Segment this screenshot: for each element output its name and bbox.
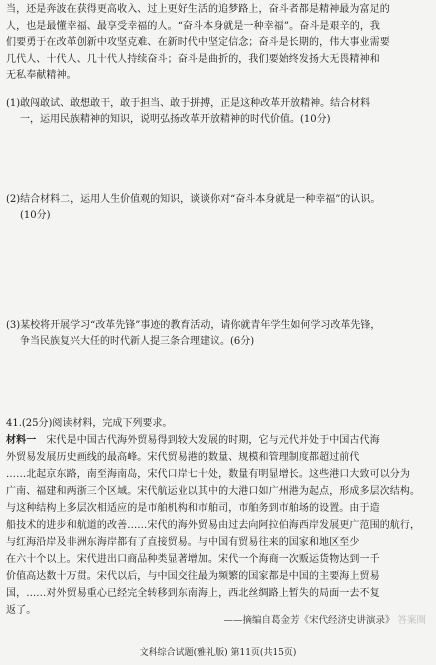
source-text: ——摘编自葛金芳《宋代经济史讲演录》 [223, 615, 395, 626]
material-label: 材料一 [6, 435, 37, 446]
material-one [6, 432, 428, 619]
question-line: 41.(25分)阅读材料，完成下列要求。 [6, 418, 173, 429]
text-line: 人，也是最懂幸福、最享受幸福的人。“奋斗本身就是一种幸福”。奋斗是艰辛的，我 [6, 20, 381, 32]
text-line: 外贸易发展历史画线的最高峰。宋代贸易港的数量、规模和管理制度都超过前代 [6, 452, 360, 463]
question-line: 一，运用民族精神的知识，说明弘扬改革开放精神的时代价值。(10分) [20, 114, 331, 125]
source-citation [223, 612, 426, 626]
question-line: (1)敢闯敢试、敢想敢干，敢于担当、敢于拼搏，正是这种改革开放精神。结合材料 [6, 98, 371, 109]
material-two-continuation [6, 2, 428, 85]
question-line: (10分) [20, 210, 51, 221]
question-3 [6, 318, 428, 350]
page-footer: 文科综合试题(雅礼版) 第11页(共15页) [139, 648, 297, 658]
text-line: 宋代是中国古代海外贸易得到较大发展的时期，它与元代并处于中国古代海 [46, 435, 380, 446]
text-line: 几代人、十代人、几十代人持续奋斗；奋斗是曲折的，我们要始终发扬大无畏精神和 [6, 53, 380, 65]
text-line: 无私奉献精神。 [6, 70, 77, 82]
text-line: 在六十个以上。宋代进出口商品种类显著增加。宋代一个海商一次贩运货物达到一千 [6, 554, 380, 565]
text-line: 价值高达数十万贯。宋代以后，与中国交往最为频繁的国家都是中国的主要海上贸易 [6, 571, 380, 582]
question-line: (3)某校将开展学习“改革先锋”事迹的教育活动，请你就青年学生如何学习改革先锋， [6, 320, 381, 331]
question-line: (2)结合材料二，运用人生价值观的知识，谈谈你对“奋斗本身就是一种幸福”的认识。 [6, 194, 381, 205]
text-line: 船技术的进步和航道的改善……宋代的海外贸易由过去向阿拉伯海西岸发展更广范围的航行， [6, 520, 421, 531]
text-line: 与红海沿岸及非洲东海岸都有了直接贸易。与中国有贸易往来的国家和地区至少 [6, 537, 360, 548]
question-2 [6, 192, 428, 224]
question-1 [6, 96, 428, 128]
question-line: 争当民族复兴大任的时代新人提三条合理建议。(6分) [20, 336, 255, 347]
text-line: ……北起京东路，南至海南岛，宋代口岸七十处，数量有明显增长。这些港口大致可以分为 [6, 469, 410, 480]
text-line: 返了。 [6, 605, 37, 616]
text-line: 广南、福建和两浙三个区域。宋代航运业以其中的大港口如广州港为起点，形成多层次结构。 [6, 486, 421, 497]
text-line: 与这种结构上多层次相适应的是市舶机构和市舶司，市舶务到市舶场的设置。由于造 [6, 503, 380, 514]
watermark-logo: 答案圈 [397, 615, 426, 626]
text-line: 当，还是奔波在获得更高收入、过上更好生活的追梦路上，奋斗者都是精神最为富足的 [6, 4, 390, 15]
text-line: 国，……对外贸易重心已经完全转移到东南海上，西北丝绸路上暂失的局面一去不复 [6, 588, 380, 599]
text-line: 们要勇于在改革创新中攻坚克难、在新时代中坚定信念；奋斗是长期的，伟大事业需要 [6, 37, 390, 49]
question-41-header [6, 416, 428, 432]
